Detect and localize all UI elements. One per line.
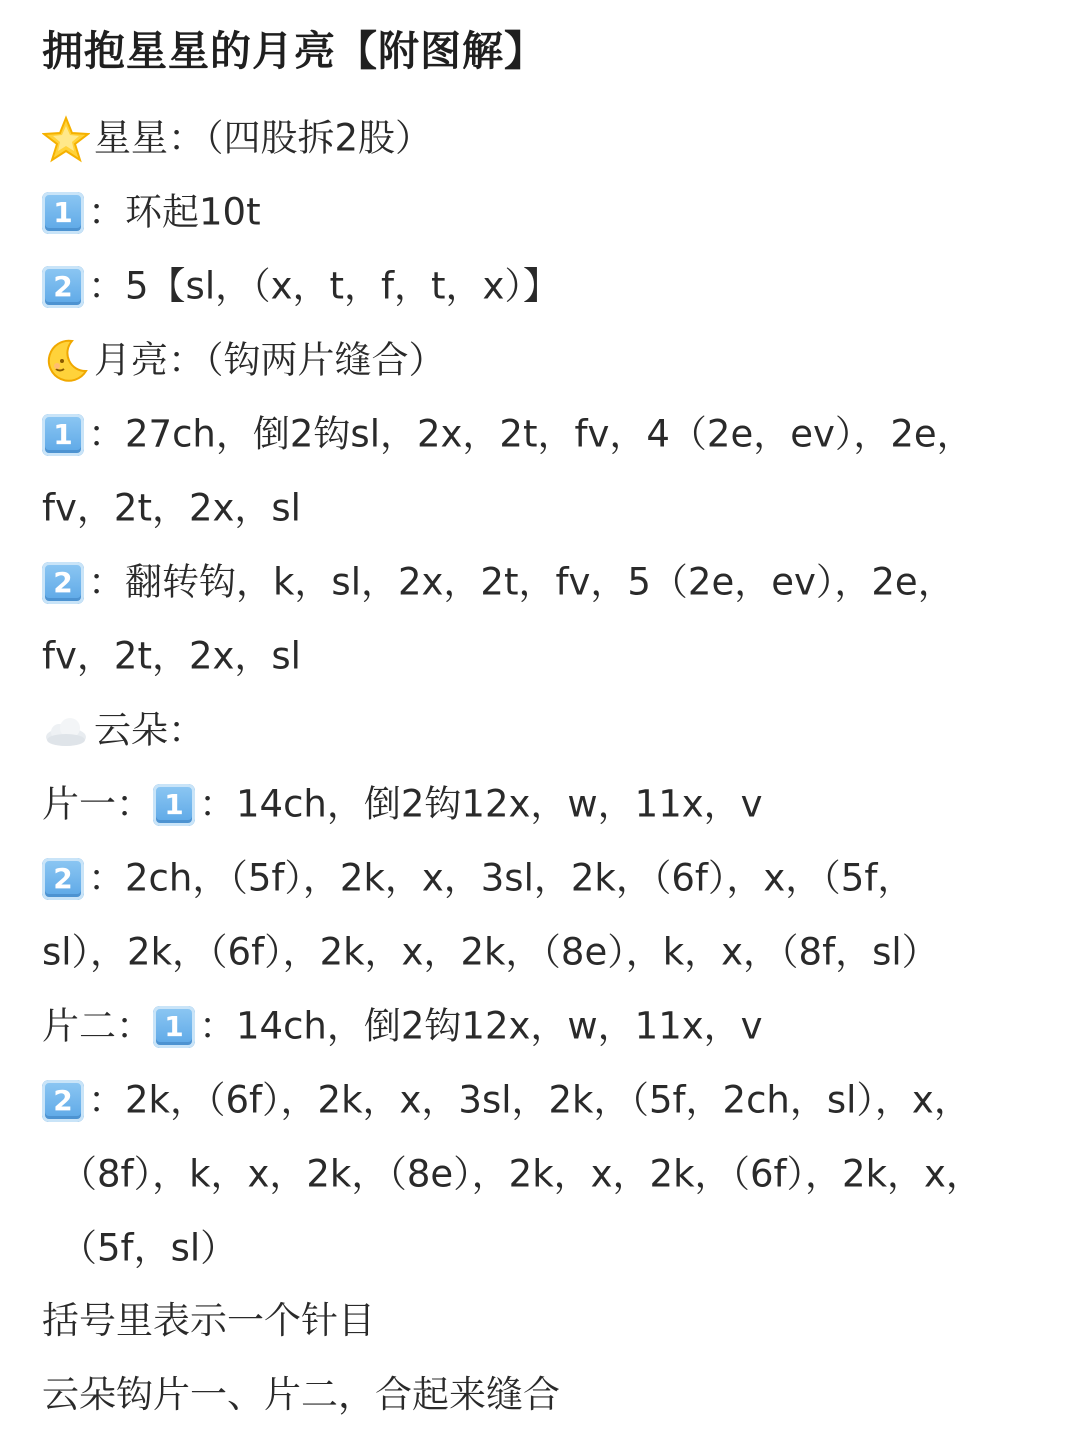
piece-2-row-2-cont-2-text: （5f，sl） (60, 1226, 238, 1270)
moon-row-1-text: ：27ch，倒2钩sl，2x，2t，fv，4（2e，ev），2e， (88, 412, 974, 456)
moon-header-text: 月亮：（钩两片缝合） (94, 338, 446, 382)
page-title: 拥抱星星的月亮【附图解】 (42, 27, 546, 75)
keycap-2-icon: 2 (42, 1080, 84, 1122)
star-row-1-text: ：环起10t (88, 190, 261, 234)
cloud-header-text: 云朵： (94, 708, 205, 752)
cloud-piece-2-row-1 (42, 1002, 763, 1050)
star-row-1 (42, 188, 261, 236)
piece-2-row-1-text: ：14ch，倒2钩12x，w，11x，v (199, 1004, 763, 1048)
star-row-2-text: ：5【sl，（x，t，f，t，x）】 (88, 264, 560, 308)
cloud-piece-1-row-2 (42, 854, 914, 902)
cloud-piece-1-row-1 (42, 780, 763, 828)
glowing-star-icon (42, 115, 90, 163)
keycap-2-icon: 2 (42, 562, 84, 604)
keycap-1-icon: 1 (42, 414, 84, 456)
keycap-1-icon: 1 (42, 192, 84, 234)
keycap-2-icon: 2 (42, 266, 84, 308)
cloud-header (42, 706, 205, 755)
piece-1-row-1-text: ：14ch，倒2钩12x，w，11x，v (199, 782, 763, 826)
keycap-2-icon: 2 (42, 858, 84, 900)
piece-2-label: 片二： (42, 1004, 153, 1048)
moon-row-2-cont-text: fv，2t，2x，sl (42, 634, 301, 678)
moon-row-1-cont (42, 484, 301, 532)
star-header (42, 114, 432, 163)
star-header-text: 星星：（四股拆2股） (94, 116, 433, 160)
note-2: 云朵钩片一、片二，合起来缝合 (42, 1373, 560, 1416)
moon-row-2 (42, 558, 955, 606)
keycap-1-icon: 1 (153, 1006, 195, 1048)
crescent-moon-face-icon (42, 337, 90, 385)
piece-1-row-2-cont-text: sl），2k，（6f），2k，x，2k，（8e），k，x，（8f，sl） (42, 930, 939, 974)
cloud-piece-2-row-2-cont-2 (60, 1224, 237, 1272)
cloud-piece-2-row-2 (42, 1076, 971, 1124)
piece-2-row-2-text: ：2k，（6f），2k，x，3sl，2k，（5f，2ch，sl），x， (88, 1078, 971, 1122)
moon-row-1-cont-text: fv，2t，2x，sl (42, 486, 301, 530)
cloud-piece-1-row-2-cont (42, 928, 939, 976)
star-row-2 (42, 262, 560, 310)
moon-header (42, 336, 446, 385)
moon-row-2-cont (42, 632, 301, 680)
piece-2-row-2-cont-text: （8f），k，x，2k，（8e），2k，x，2k，（6f），2k，x， (60, 1152, 983, 1196)
piece-1-row-2-text: ：2ch，（5f），2k，x，3sl，2k，（6f），x，（5f， (88, 856, 915, 900)
cloud-icon (42, 707, 90, 755)
moon-row-2-text: ：翻转钩，k，sl，2x，2t，fv，5（2e，ev），2e， (88, 560, 955, 604)
cloud-piece-2-row-2-cont (60, 1150, 983, 1198)
note-1: 括号里表示一个针目 (42, 1299, 375, 1342)
keycap-1-icon: 1 (153, 784, 195, 826)
piece-1-label: 片一： (42, 782, 153, 826)
moon-row-1 (42, 410, 974, 458)
